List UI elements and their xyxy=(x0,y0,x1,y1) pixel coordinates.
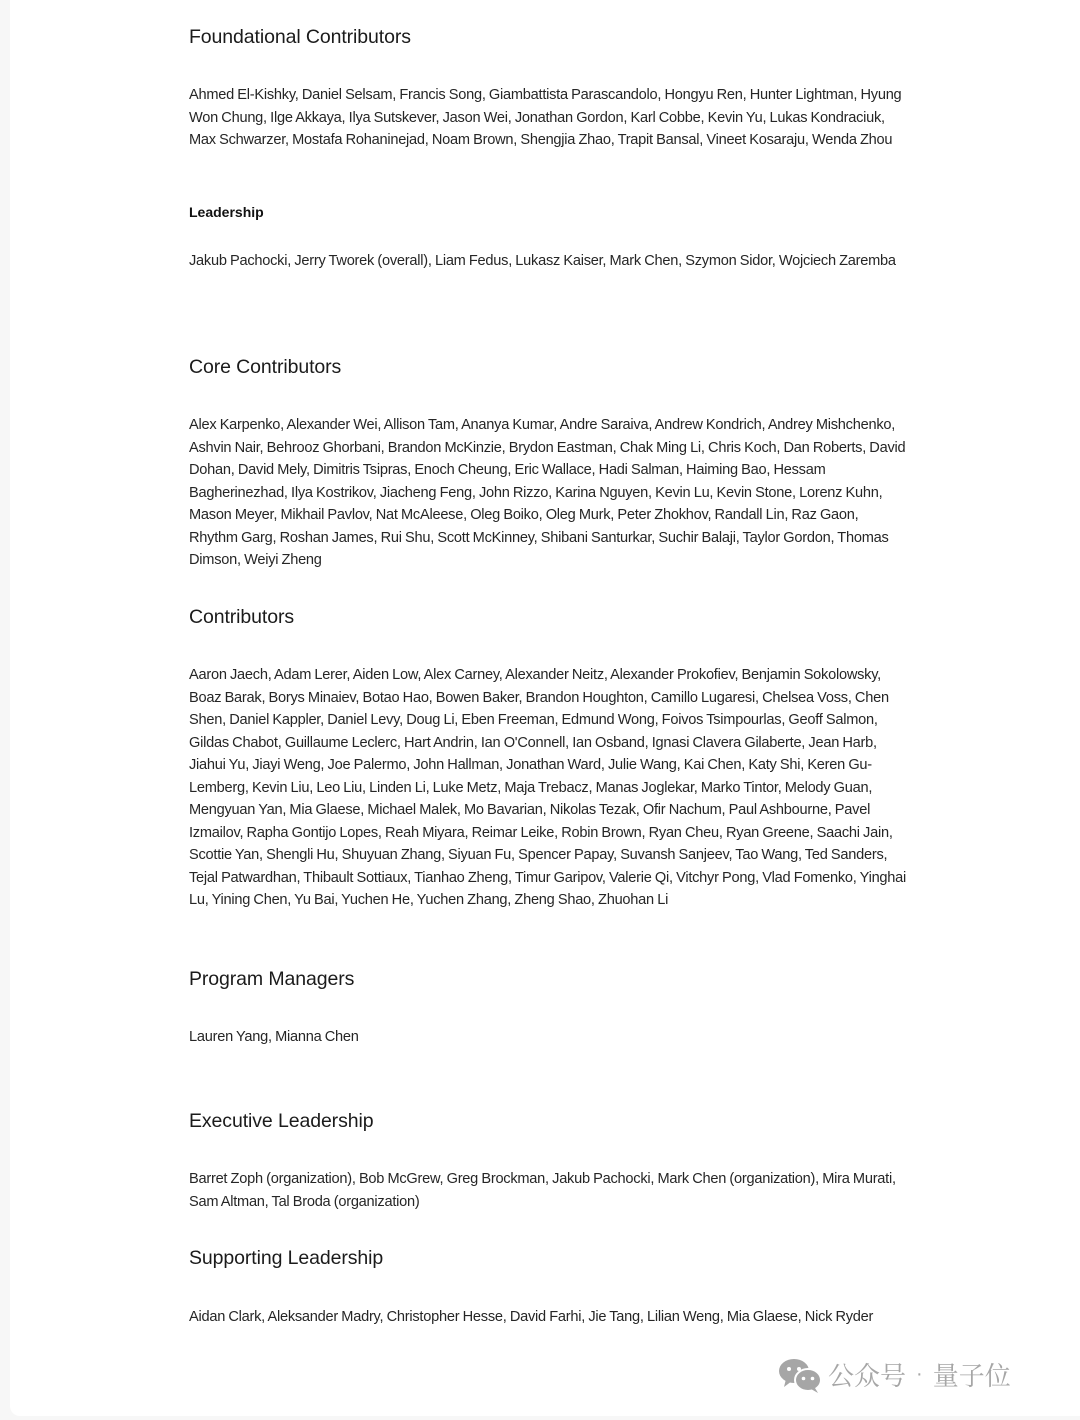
watermark-label: 公众号 xyxy=(828,1361,907,1391)
watermark-separator: · xyxy=(916,1363,923,1385)
section-title-contributors: Contributors xyxy=(189,606,295,628)
leadership-list: Jakub Pachocki, Jerry Tworek (overall), Liam Fedus, Lukasz Kaiser, Mark Chen, Szymon Sidor, Wojciech Zaremba xyxy=(189,253,896,269)
subsection-title-leadership: Leadership xyxy=(189,204,264,220)
contributors-list: Aaron Jaech, Adam Lerer, Aiden Low, Alex Carney, Alexander Neitz, Alexander Prokofiev, Benjamin Sokolowsky, Boaz Barak, Borys Minaiev, Botao Hao, Bowen Baker, Brandon Houghton, Camillo Lugaresi, Chelsea Voss, Chen Shen, Daniel Kappler, Daniel Levy, Doug Li, Eben Freeman, Edmund Wong, Foivos Tsimpourlas, Geoff Salmon, Gildas Chabot, Guillaume Leclerc, Hart Andrin, Ian O'Connell, Ian Osband, Ignasi Clavera Gilaberte, Jean Harb, Jiahui Yu, Jiayi Weng, Joe Palermo, John Hallman, Jonathan Ward, Julie Wang, Kai Chen, Katy Shi, Keren Gu-Lemberg, Kevin Liu, Leo Liu, Linden Li, Luke Metz, Maja Trebacz, Manas Joglekar, Marko Tintor, Melody Guan, Mengyuan Yan, Mia Glaese, Michael Malek, Mo Bavarian, Nikolas Tezak, Ofir Nachum, Paul Ashbourne, Pavel Izmailov, Rapha Gontijo Lopes, Reah Miyara, Reimar Leike, Robin Brown, Ryan Cheu, Ryan Greene, Saachi Jain, Scottie Yan, Shengli Hu, Shuyuan Zhang, Siyuan Fu, Spencer Papay, Suvansh Sanjeev, Tao Wang, Ted Sanders, Tejal Patwardhan, Thibault Sottiaux, Tianhao Zheng, Timur Garipov, Valerie Qi, Vitchyr Pong, Vlad Fomenko, Yinghai Lu, Yining Chen, Yu Bai, Yuchen He, Yuchen Zhang, Zheng Shao, Zhuohan Li xyxy=(189,667,907,908)
watermark-account: 量子位 xyxy=(932,1361,1011,1391)
executive-leadership-list: Barret Zoph (organization), Bob McGrew, Greg Brockman, Jakub Pachocki, Mark Chen (organization), Mira Murati, Sam Altman, Tal Broda (organization) xyxy=(189,1171,896,1210)
program-managers-list: Lauren Yang, Mianna Chen xyxy=(189,1029,359,1045)
section-title-foundational-contributors: Foundational Contributors xyxy=(189,26,411,48)
section-title-core-contributors: Core Contributors xyxy=(189,356,342,378)
section-title-supporting-leadership: Supporting Leadership xyxy=(189,1247,384,1269)
core-contributors-list: Alex Karpenko, Alexander Wei, Allison Tam, Ananya Kumar, Andre Saraiva, Andrew Kondrich, Andrey Mishchenko, Ashvin Nair, Behrooz Ghorbani, Brandon McKinzie, Brydon Eastman, Chak Ming Li, Chris Koch, Dan Roberts, David Dohan, David Mely, Dimitris Tsipras, Enoch Cheung, Eric Wallace, Hadi Salman, Haiming Bao, Hessam Bagherinezhad, Ilya Kostrikov, Jiacheng Feng, John Rizzo, Karina Nguyen, Kevin Lu, Kevin Stone, Lorenz Kuhn, Mason Meyer, Mikhail Pavlov, Nat McAleese, Oleg Boiko, Oleg Murk, Peter Zhokhov, Randall Lin, Raz Gaon, Rhythm Garg, Roshan James, Rui Shu, Scott McKinney, Shibani Santurkar, Suchir Balaji, Taylor Gordon, Thomas Dimson, Weiyi Zheng xyxy=(189,417,906,568)
section-title-executive-leadership: Executive Leadership xyxy=(189,1110,374,1132)
section-title-program-managers: Program Managers xyxy=(189,968,355,990)
wechat-watermark xyxy=(778,1356,1011,1393)
supporting-leadership-list: Aidan Clark, Aleksander Madry, Christopher Hesse, David Farhi, Jie Tang, Lilian Weng, Mia Glaese, Nick Ryder xyxy=(189,1309,874,1325)
wechat-icon xyxy=(778,1357,822,1393)
foundational-contributors-list: Ahmed El-Kishky, Daniel Selsam, Francis Song, Giambattista Parascandolo, Hongyu Ren, Hunter Lightman, Hyung Won Chung, Ilge Akkaya, Ilya Sutskever, Jason Wei, Jonathan Gordon, Karl Cobbe, Kevin Yu, Lukas Kondraciuk, Max Schwarzer, Mostafa Rohaninejad, Noam Brown, Shengjia Zhao, Trapit Bansal, Vineet Kosaraju, Wenda Zhou xyxy=(189,87,902,148)
